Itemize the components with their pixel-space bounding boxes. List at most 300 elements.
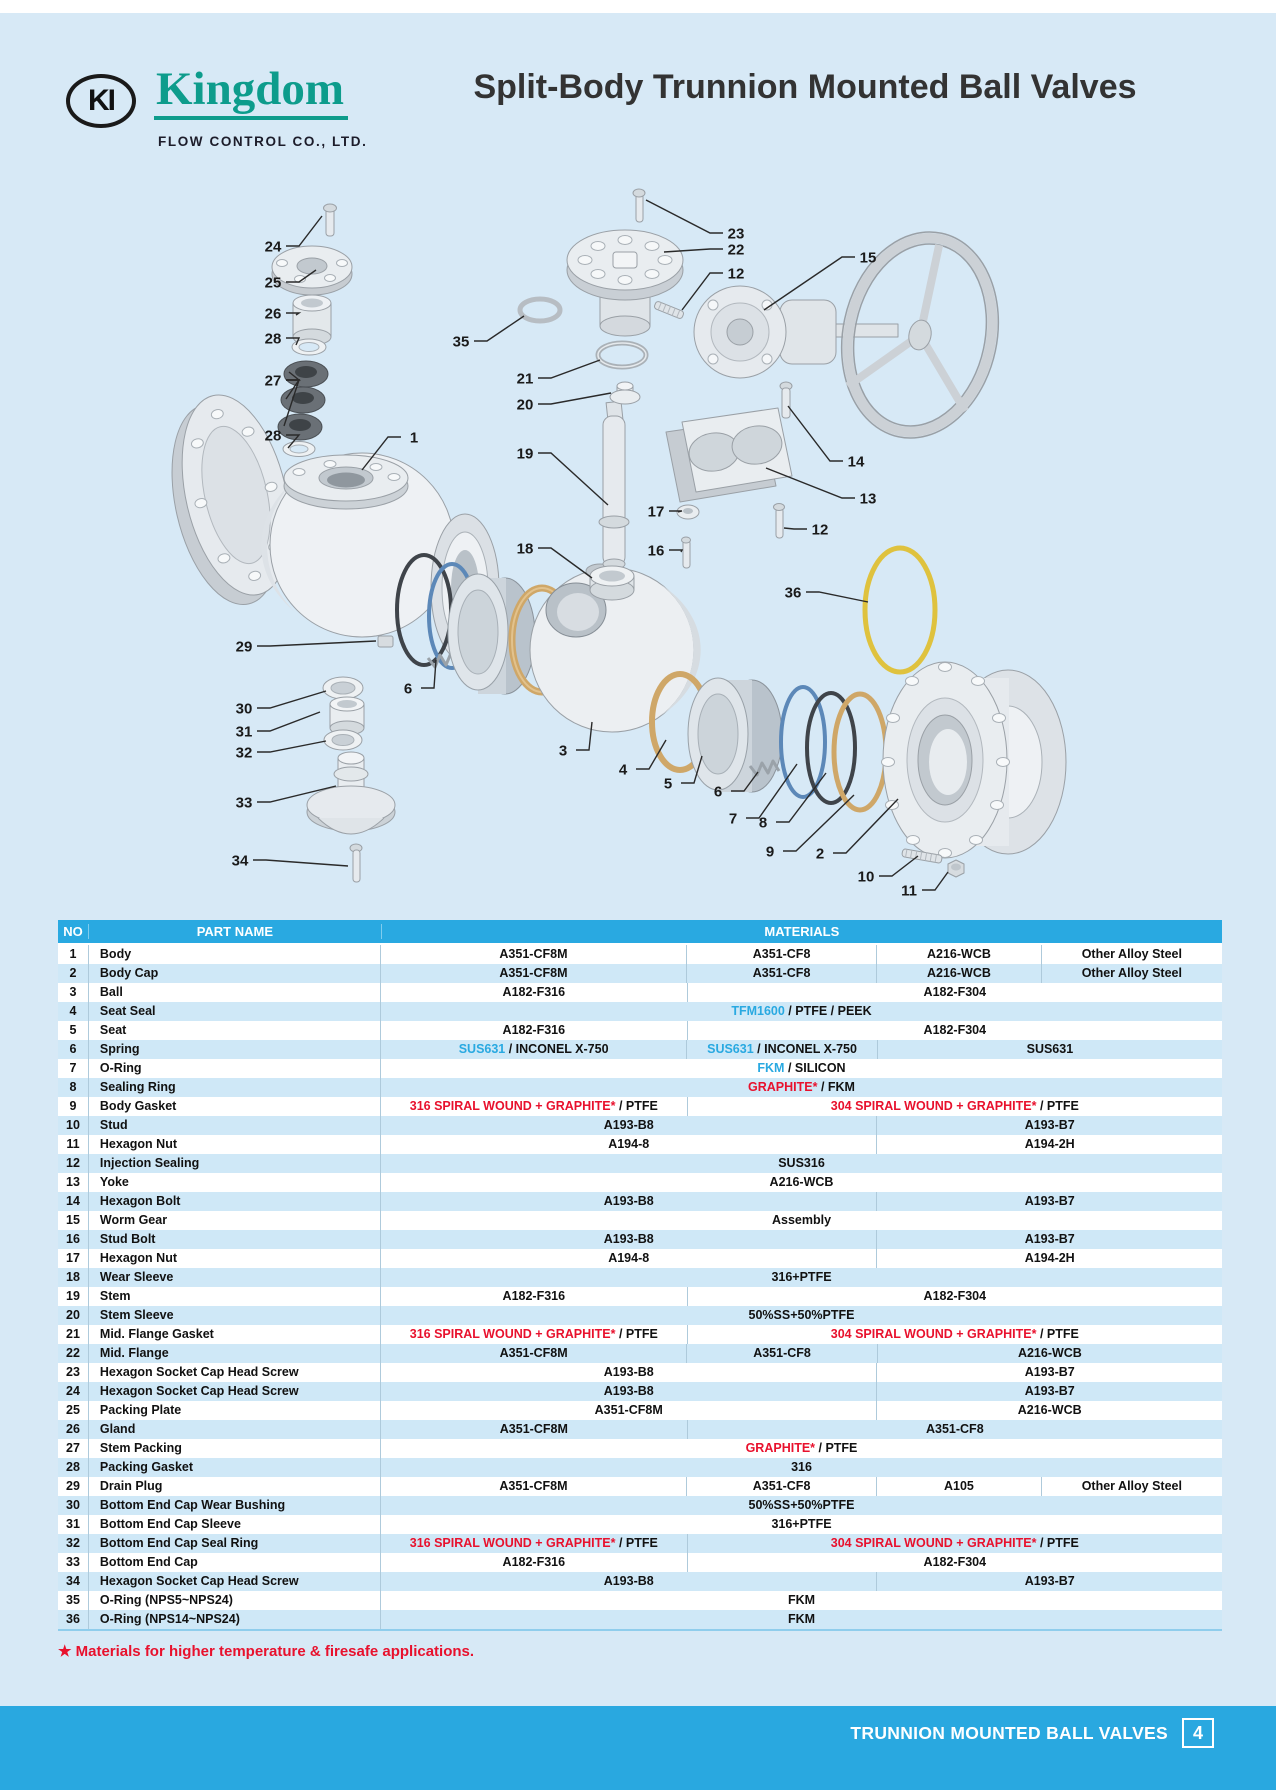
injection-sealing-12b — [774, 504, 785, 539]
materials-cells — [381, 1458, 1222, 1477]
row-number: 17 — [58, 1249, 89, 1268]
callout-label: 7 — [728, 810, 738, 828]
part-name-cell: Mid. Flange — [89, 1344, 381, 1363]
materials-cells — [381, 1173, 1222, 1192]
row-number: 8 — [58, 1078, 89, 1097]
row-number: 21 — [58, 1325, 89, 1344]
part-name-cell: Stem — [89, 1287, 381, 1306]
body-cap-2 — [882, 662, 1067, 858]
part-name-cell: Spring — [89, 1040, 381, 1059]
table-row — [58, 1211, 1222, 1230]
table-row — [58, 1306, 1222, 1325]
material-cell: Other Alloy Steel — [1041, 964, 1222, 983]
header-part-name: PART NAME — [88, 924, 381, 939]
row-number: 5 — [58, 1021, 89, 1040]
mid-flange-22 — [567, 230, 683, 336]
part-name-cell: Body Gasket — [89, 1097, 381, 1116]
table-row — [58, 1477, 1222, 1496]
materials-cells — [381, 1002, 1222, 1021]
sealing-ring-8-right — [807, 693, 855, 803]
materials-cells — [381, 1135, 1222, 1154]
materials-cells — [381, 1249, 1222, 1268]
material-cell: 316 SPIRAL WOUND + GRAPHITE* / PTFE — [409, 1536, 658, 1550]
material-cell: A105 — [876, 1477, 1040, 1496]
part-name-cell: O-Ring (NPS5~NPS24) — [89, 1591, 381, 1610]
table-row — [58, 1496, 1222, 1515]
callout-leader-line — [669, 550, 682, 552]
hexagon-bolt-14 — [780, 382, 792, 418]
row-number: 33 — [58, 1553, 89, 1572]
table-row — [58, 1553, 1222, 1572]
end-cap-sleeve-31 — [330, 697, 364, 735]
table-row — [58, 1610, 1222, 1629]
material-cell: A216-WCB — [876, 964, 1040, 983]
stem-sleeve-20 — [610, 382, 640, 404]
callout-label: 20 — [516, 396, 534, 414]
callout-label: 2 — [815, 845, 825, 863]
material-cell: A193-B8 — [603, 1384, 654, 1398]
material-cell: SUS316 — [778, 1156, 825, 1170]
materials-cells — [381, 1496, 1222, 1515]
callout-label: 27 — [264, 372, 282, 390]
material-cell: SUS631 / INCONEL X-750 — [458, 1042, 609, 1056]
part-name-cell: Bottom End Cap Sleeve — [89, 1515, 381, 1534]
callout-label: 23 — [727, 225, 745, 243]
row-number: 2 — [58, 964, 89, 983]
material-cell: A351-CF8M — [499, 1479, 568, 1493]
material-cell: A193-B7 — [876, 1363, 1222, 1382]
material-cell: A193-B8 — [603, 1232, 654, 1246]
materials-cells — [381, 1268, 1222, 1287]
brand-subtitle: FLOW CONTROL CO., LTD. — [158, 134, 368, 149]
callout-label: 30 — [235, 700, 253, 718]
end-cap-seal-ring-32 — [324, 730, 362, 750]
callout-label: 15 — [859, 249, 877, 267]
callout-label: 32 — [235, 744, 253, 762]
material-cell: A351-CF8 — [686, 945, 876, 964]
part-name-cell: Bottom End Cap Seal Ring — [89, 1534, 381, 1553]
materials-cells — [381, 1211, 1222, 1230]
table-row — [58, 1078, 1222, 1097]
callout-leader-line — [669, 511, 682, 512]
material-cell: 304 SPIRAL WOUND + GRAPHITE* / PTFE — [687, 1325, 1222, 1344]
row-number: 18 — [58, 1268, 89, 1287]
cap-screw-24 — [324, 204, 337, 236]
callout-label: 25 — [264, 274, 282, 292]
material-cell: A351-CF8M — [594, 1403, 663, 1417]
table-row — [58, 1021, 1222, 1040]
part-name-cell: O-Ring (NPS14~NPS24) — [89, 1610, 381, 1629]
material-cell: A216-WCB — [876, 945, 1040, 964]
callout-leader-line — [646, 200, 723, 233]
callout-leader-line — [922, 872, 948, 890]
callout-label: 3 — [558, 742, 568, 760]
row-number: 6 — [58, 1040, 89, 1059]
callout-leader-line — [286, 216, 322, 246]
brand-name: Kingdom — [154, 64, 348, 120]
material-cell: A193-B7 — [876, 1192, 1222, 1211]
row-number: 7 — [58, 1059, 89, 1078]
table-row — [58, 1325, 1222, 1344]
material-cell: FKM — [787, 1612, 816, 1626]
row-number: 23 — [58, 1363, 89, 1382]
material-cell: Other Alloy Steel — [1041, 1477, 1222, 1496]
part-name-cell: Hexagon Socket Cap Head Screw — [89, 1572, 381, 1591]
table-row — [58, 1363, 1222, 1382]
material-cell: 304 SPIRAL WOUND + GRAPHITE* / PTFE — [687, 1097, 1222, 1116]
material-cell: A193-B7 — [876, 1116, 1222, 1135]
material-cell: A182-F304 — [687, 1287, 1222, 1306]
materials-cells — [381, 1059, 1222, 1078]
callout-label: 26 — [264, 305, 282, 323]
part-name-cell: Hexagon Nut — [89, 1135, 381, 1154]
callout-label: 4 — [618, 761, 628, 779]
materials-cells — [381, 1553, 1222, 1572]
cap-screw-23 — [633, 189, 645, 222]
row-number: 10 — [58, 1116, 89, 1135]
material-cell: Other Alloy Steel — [1041, 945, 1222, 964]
callout-label: 6 — [713, 783, 723, 801]
materials-cells — [381, 1287, 1222, 1306]
callout-label: 36 — [784, 584, 802, 602]
cap-screw-34 — [350, 844, 362, 882]
packing-gasket-28b — [283, 442, 315, 457]
callout-label: 28 — [264, 427, 282, 445]
row-number: 28 — [58, 1458, 89, 1477]
callout-leader-line — [806, 592, 868, 602]
row-number: 9 — [58, 1097, 89, 1116]
table-row — [58, 1534, 1222, 1553]
page-number: 4 — [1192, 1722, 1203, 1743]
row-number: 12 — [58, 1154, 89, 1173]
callout-leader-line — [879, 856, 918, 876]
part-name-cell: Body — [89, 945, 381, 964]
table-row — [58, 1249, 1222, 1268]
material-cell: A182-F316 — [502, 1023, 566, 1037]
table-row — [58, 1002, 1222, 1021]
table-row — [58, 1420, 1222, 1439]
part-name-cell: Hexagon Bolt — [89, 1192, 381, 1211]
table-row — [58, 1135, 1222, 1154]
material-cell: A216-WCB — [876, 1401, 1222, 1420]
row-number: 22 — [58, 1344, 89, 1363]
row-number: 30 — [58, 1496, 89, 1515]
body-gasket-9 — [834, 694, 886, 810]
materials-cells — [381, 1040, 1222, 1059]
yoke-13 — [666, 408, 792, 502]
materials-cells — [381, 1078, 1222, 1097]
part-name-cell: O-Ring — [89, 1059, 381, 1078]
material-cell: A193-B7 — [876, 1230, 1222, 1249]
callout-label: 5 — [663, 775, 673, 793]
material-cell: TFM1600 / PTFE / PEEK — [731, 1004, 872, 1018]
callout-label: 11 — [901, 882, 917, 900]
table-row — [58, 1154, 1222, 1173]
material-cell: A182-F304 — [687, 983, 1222, 1002]
materials-cells — [381, 945, 1222, 964]
callout-leader-line — [257, 741, 326, 752]
callout-leader-line — [788, 406, 843, 461]
row-number: 3 — [58, 983, 89, 1002]
row-number: 26 — [58, 1420, 89, 1439]
logo-badge-text: KI — [88, 84, 114, 117]
callout-leader-line — [538, 453, 608, 505]
materials-cells — [381, 1515, 1222, 1534]
part-name-cell: Drain Plug — [89, 1477, 381, 1496]
callout-leader-line — [538, 360, 600, 378]
material-cell: 304 SPIRAL WOUND + GRAPHITE* / PTFE — [687, 1534, 1222, 1553]
material-cell: GRAPHITE* / FKM — [748, 1080, 855, 1094]
material-cell: FKM — [787, 1593, 816, 1607]
material-cell: A351-CF8M — [499, 1346, 568, 1360]
materials-cells — [381, 1401, 1222, 1420]
row-number: 36 — [58, 1610, 89, 1629]
material-cell: Assembly — [771, 1213, 832, 1227]
callout-label: 34 — [231, 852, 249, 870]
part-name-cell: Stud — [89, 1116, 381, 1135]
callout-label: 18 — [516, 540, 534, 558]
table-row — [58, 1382, 1222, 1401]
callout-label: 35 — [452, 333, 470, 351]
material-cell: A182-F304 — [687, 1021, 1222, 1040]
material-cell: A351-CF8 — [686, 1477, 876, 1496]
materials-cells — [381, 1344, 1222, 1363]
callout-label: 28 — [264, 330, 282, 348]
callout-label: 22 — [727, 241, 745, 259]
material-cell: A182-F316 — [502, 1289, 566, 1303]
material-cell: 316 SPIRAL WOUND + GRAPHITE* / PTFE — [409, 1327, 658, 1341]
material-cell: A194-2H — [876, 1249, 1222, 1268]
part-name-cell: Bottom End Cap Wear Bushing — [89, 1496, 381, 1515]
material-cell: A194-8 — [608, 1251, 650, 1265]
material-cell: A351-CF8 — [686, 1344, 877, 1363]
table-row — [58, 1040, 1222, 1059]
row-number: 11 — [58, 1135, 89, 1154]
row-number: 20 — [58, 1306, 89, 1325]
page-title: Split-Body Trunnion Mounted Ball Valves — [473, 68, 1137, 106]
table-row — [58, 945, 1222, 964]
header-no: NO — [63, 924, 83, 939]
part-name-cell: Packing Plate — [89, 1401, 381, 1420]
page-number-box — [1182, 1718, 1214, 1748]
material-cell: A193-B7 — [876, 1572, 1222, 1591]
material-cell: 316+PTFE — [771, 1270, 832, 1284]
materials-cells — [381, 1382, 1222, 1401]
bottom-end-cap-33 — [307, 752, 395, 834]
material-cell: A193-B8 — [603, 1365, 654, 1379]
packing-plate-25 — [272, 246, 352, 295]
row-number: 13 — [58, 1173, 89, 1192]
materials-cells — [381, 1363, 1222, 1382]
callout-label: 31 — [235, 723, 253, 741]
callout-label: 8 — [758, 814, 768, 832]
part-name-cell: Hexagon Socket Cap Head Screw — [89, 1382, 381, 1401]
drain-plug-29 — [378, 636, 393, 647]
materials-cells — [381, 1192, 1222, 1211]
material-cell: 316 — [791, 1460, 812, 1474]
material-cell: A193-B8 — [603, 1118, 654, 1132]
row-number: 27 — [58, 1439, 89, 1458]
footer-bar — [0, 1706, 1276, 1790]
callout-label: 24 — [264, 238, 282, 256]
callout-label: 29 — [235, 638, 253, 656]
row-number: 4 — [58, 1002, 89, 1021]
part-name-cell: Gland — [89, 1420, 381, 1439]
materials-table — [58, 920, 1222, 1631]
material-cell: SUS631 / INCONEL X-750 — [686, 1040, 877, 1059]
callout-label: 33 — [235, 794, 253, 812]
part-name-cell: Seat — [89, 1021, 381, 1040]
table-row — [58, 1287, 1222, 1306]
part-name-cell: Stud Bolt — [89, 1230, 381, 1249]
table-row — [58, 1173, 1222, 1192]
callout-label: 6 — [403, 680, 413, 698]
material-cell: A182-F316 — [502, 985, 566, 999]
top-margin — [0, 0, 1276, 13]
part-name-cell: Stem Sleeve — [89, 1306, 381, 1325]
material-cell: A216-WCB — [877, 1344, 1222, 1363]
table-row — [58, 1097, 1222, 1116]
materials-cells — [381, 1021, 1222, 1040]
stem-19 — [599, 401, 629, 569]
material-cell: A182-F316 — [502, 1555, 566, 1569]
callout-label: 21 — [516, 370, 534, 388]
stud-bolt-16 — [682, 537, 691, 568]
material-cell: A351-CF8 — [686, 964, 876, 983]
table-row — [58, 1344, 1222, 1363]
part-name-cell: Wear Sleeve — [89, 1268, 381, 1287]
table-row — [58, 1515, 1222, 1534]
callout-leader-line — [474, 316, 524, 341]
materials-cells — [381, 964, 1222, 983]
callout-leader-line — [784, 528, 807, 529]
callout-label: 12 — [727, 265, 745, 283]
table-row — [58, 1591, 1222, 1610]
callout-label: 10 — [857, 868, 875, 886]
material-cell: SUS631 — [877, 1040, 1222, 1059]
table-row — [58, 1192, 1222, 1211]
material-cell: A351-CF8M — [499, 966, 568, 980]
o-ring-35 — [520, 299, 560, 321]
gasket-highlight — [598, 343, 646, 367]
material-cell: 50%SS+50%PTFE — [748, 1498, 855, 1512]
part-name-cell: Body Cap — [89, 964, 381, 983]
material-cell: 316+PTFE — [771, 1517, 832, 1531]
materials-cells — [381, 1230, 1222, 1249]
material-cell: A193-B8 — [603, 1574, 654, 1588]
row-number: 32 — [58, 1534, 89, 1553]
part-name-cell: Injection Sealing — [89, 1154, 381, 1173]
row-number: 19 — [58, 1287, 89, 1306]
part-name-cell: Packing Gasket — [89, 1458, 381, 1477]
callout-label: 14 — [847, 453, 865, 471]
footer-title: TRUNNION MOUNTED BALL VALVES — [850, 1722, 1168, 1743]
row-number: 16 — [58, 1230, 89, 1249]
materials-cells — [381, 1534, 1222, 1553]
callout-label: 12 — [811, 521, 829, 539]
callout-leader-line — [253, 860, 348, 866]
part-name-cell: Hexagon Socket Cap Head Screw — [89, 1363, 381, 1382]
wear-bushing-30 — [323, 677, 363, 699]
material-cell: A351-CF8M — [499, 1422, 568, 1436]
material-cell: 50%SS+50%PTFE — [748, 1308, 855, 1322]
table-row — [58, 1458, 1222, 1477]
hexagon-nut-11 — [948, 860, 964, 877]
callout-label: 17 — [647, 503, 665, 521]
material-cell: A216-WCB — [769, 1175, 834, 1189]
table-row — [58, 1059, 1222, 1078]
table-row — [58, 1230, 1222, 1249]
materials-cells — [381, 1439, 1222, 1458]
materials-cells — [381, 1477, 1222, 1496]
material-cell: A193-B8 — [603, 1194, 654, 1208]
callout-label: 16 — [647, 542, 665, 560]
logo-badge-icon — [66, 74, 136, 128]
part-name-cell: Hexagon Nut — [89, 1249, 381, 1268]
table-row — [58, 983, 1222, 1002]
table-row — [58, 1268, 1222, 1287]
callout-label: 19 — [516, 445, 534, 463]
materials-cells — [381, 1116, 1222, 1135]
callout-label: 13 — [859, 490, 877, 508]
materials-cells — [381, 1097, 1222, 1116]
materials-cells — [381, 1591, 1222, 1610]
material-cell: 316 SPIRAL WOUND + GRAPHITE* / PTFE — [409, 1099, 658, 1113]
callout-leader-line — [257, 641, 376, 646]
materials-cells — [381, 1306, 1222, 1325]
callout-leader-line — [257, 691, 326, 708]
row-number: 31 — [58, 1515, 89, 1534]
callout-leader-line — [783, 795, 854, 851]
wear-sleeve-18 — [590, 566, 634, 600]
row-number: 24 — [58, 1382, 89, 1401]
materials-cells — [381, 1325, 1222, 1344]
part-name-cell: Seat Seal — [89, 1002, 381, 1021]
materials-cells — [381, 1610, 1222, 1629]
material-cell: A193-B7 — [876, 1382, 1222, 1401]
stem-packing-27 — [278, 361, 328, 440]
materials-cells — [381, 1420, 1222, 1439]
valve-artwork — [153, 189, 1066, 882]
row-number: 34 — [58, 1572, 89, 1591]
callout-leader-line — [538, 393, 611, 404]
part-name-cell: Stem Packing — [89, 1439, 381, 1458]
o-ring-36 — [865, 548, 935, 672]
materials-cells — [381, 1572, 1222, 1591]
table-row — [58, 1116, 1222, 1135]
row-number: 14 — [58, 1192, 89, 1211]
exploded-valve-diagram — [0, 150, 1276, 920]
materials-cells — [381, 983, 1222, 1002]
material-cell: A351-CF8 — [687, 1420, 1222, 1439]
row-number: 35 — [58, 1591, 89, 1610]
footnote: ★ Materials for higher temperature & firesafe applications. — [58, 1643, 475, 1660]
part-name-cell: Bottom End Cap — [89, 1553, 381, 1572]
material-cell: FKM / SILICON — [757, 1061, 846, 1075]
injection-sealing-12a — [654, 301, 685, 320]
materials-cells — [381, 1154, 1222, 1173]
part-name-cell: Mid. Flange Gasket — [89, 1325, 381, 1344]
callout-leader-line — [257, 712, 320, 731]
valve-body — [153, 384, 499, 662]
material-cell: GRAPHITE* / PTFE — [745, 1441, 858, 1455]
table-rows — [58, 945, 1222, 1629]
material-cell: A194-2H — [876, 1135, 1222, 1154]
material-cell: A351-CF8M — [499, 947, 568, 961]
row-number: 1 — [58, 945, 89, 964]
table-row — [58, 964, 1222, 983]
part-name-cell: Ball — [89, 983, 381, 1002]
